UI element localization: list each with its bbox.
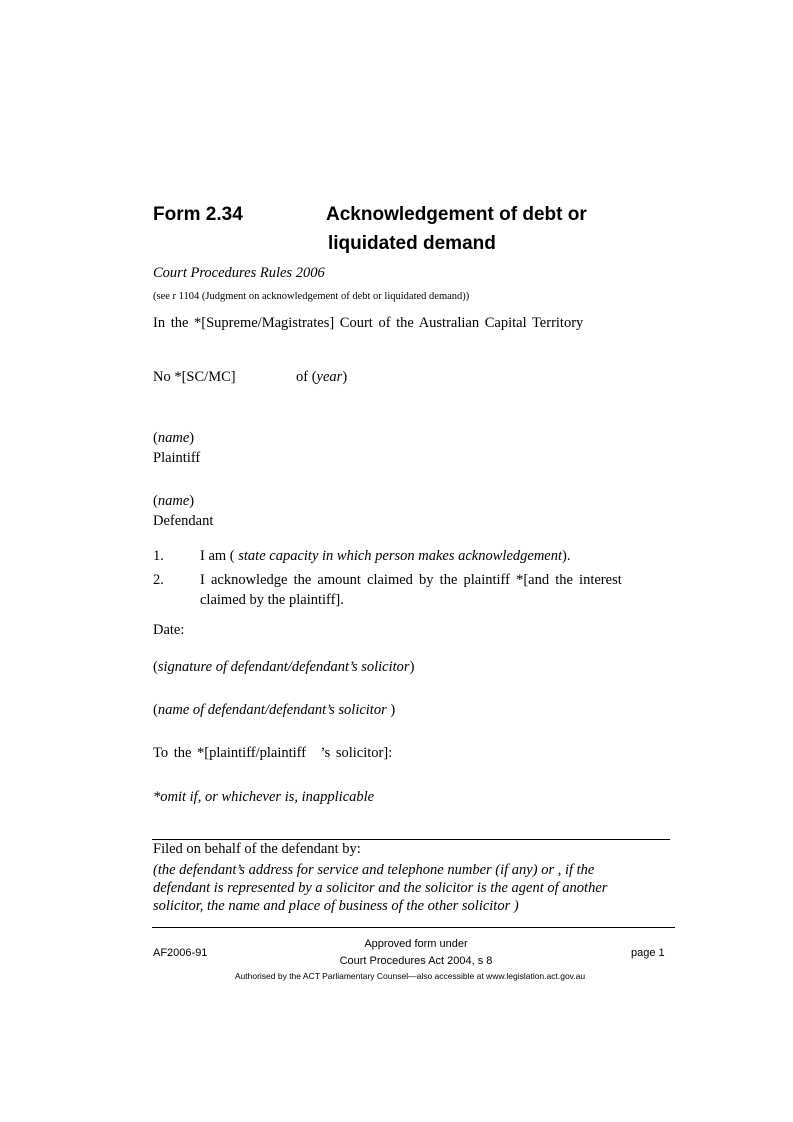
to-line: To the *[plaintiff/plaintiff ’s solicitor]: xyxy=(153,745,393,761)
defendant-label: Defendant xyxy=(153,513,214,529)
signature-placeholder: (signature of defendant/defendant’s solicitor) xyxy=(153,659,415,675)
plaintiff-name-placeholder: (name) xyxy=(153,430,195,446)
form-title-line2: liquidated demand xyxy=(328,233,496,254)
omit-note: *omit if, or whichever is, inapplicable xyxy=(153,789,375,805)
solicitor-name-placeholder: (name of defendant/defendant’s solicitor ) xyxy=(153,702,396,718)
item-2-number: 2. xyxy=(153,572,164,588)
date-label: Date: xyxy=(153,622,185,638)
filed-detail-line2: defendant is represented by a solicitor and the solicitor is the agent of another xyxy=(153,880,608,896)
filed-detail-line1: (the defendant’s address for service and telephone number (if any) or , if the xyxy=(153,862,595,878)
item-1-number: 1. xyxy=(153,548,164,564)
rules-reference: Court Procedures Rules 2006 xyxy=(153,265,325,281)
item-1-text: I am ( state capacity in which person makes acknowledgement). xyxy=(200,548,571,564)
footer-approved-line1: Approved form under xyxy=(364,938,468,950)
item-2-line1: I acknowledge the amount claimed by the plaintiff *[and the interest xyxy=(200,572,622,588)
filed-bottom-rule xyxy=(152,927,675,928)
footer-authorised-line: Authorised by the ACT Parliamentary Counsel—also accessible at www.legislation.act.gov.au xyxy=(234,971,586,981)
footer-form-code: AF2006-91 xyxy=(153,947,208,959)
filed-label: Filed on behalf of the defendant by: xyxy=(153,841,361,857)
footer-approved-line2: Court Procedures Act 2004, s 8 xyxy=(339,955,493,967)
item-2-line2: claimed by the plaintiff]. xyxy=(200,592,344,608)
see-reference: (see r 1104 (Judgment on acknowledgement of debt or liquidated demand)) xyxy=(153,291,470,302)
defendant-name-placeholder: (name) xyxy=(153,493,195,509)
filed-detail-line3: solicitor, the name and place of business of the other solicitor ) xyxy=(153,898,519,914)
plaintiff-label: Plaintiff xyxy=(153,450,201,466)
form-number: Form 2.34 xyxy=(153,204,243,225)
court-line: In the *[Supreme/Magistrates] Court of the Australian Capital Territory xyxy=(153,315,584,331)
form-title-line1: Acknowledgement of debt or xyxy=(326,204,587,225)
case-number-label: No *[SC/MC] xyxy=(153,369,236,385)
case-year: of (year) xyxy=(296,369,348,385)
filed-top-rule xyxy=(152,839,670,840)
footer-page-number: page 1 xyxy=(631,947,665,959)
